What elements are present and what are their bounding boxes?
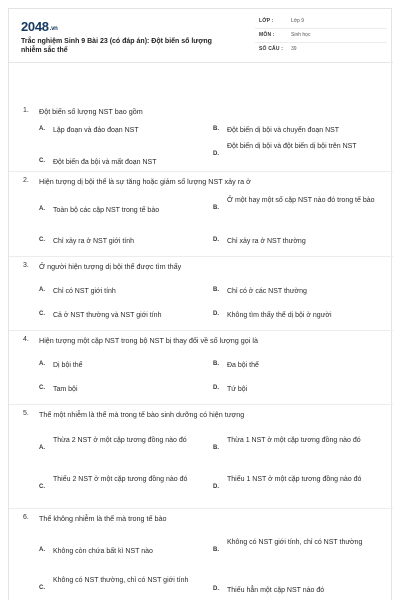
option-letter: D. xyxy=(213,586,219,592)
option-text: Chỉ có NST giới tính xyxy=(53,288,116,295)
option-text: Không có NST giới tính, chỉ có NST thường xyxy=(227,539,363,546)
meta-value: 39 xyxy=(291,46,297,52)
meta-row-count xyxy=(255,43,387,57)
document-title: Trắc nghiệm Sinh 9 Bài 23 (có đáp án): Đột biến số lượng nhiễm sắc thể xyxy=(21,38,212,54)
option-letter: C. xyxy=(39,585,45,591)
logo-main: 2048 xyxy=(21,19,49,34)
site-logo[interactable] xyxy=(21,19,58,34)
option-letter: B. xyxy=(213,547,219,553)
question-text: Thể một nhiễm là thể mà trong tế bào sinh dưỡng có hiện tượng xyxy=(39,410,245,419)
option-text: Thiếu 2 NST ở một cặp tương đồng nào đó xyxy=(53,476,188,483)
option-text: Đa bội thể xyxy=(227,362,259,369)
option-text: Thừa 1 NST ở một cặp tương đồng nào đó xyxy=(227,437,361,444)
meta-key: LỚP : xyxy=(259,18,274,24)
option-letter: A. xyxy=(39,547,45,553)
divider xyxy=(9,256,393,257)
meta-row-grade xyxy=(255,15,387,29)
question-text: Thể không nhiễm là thể mà trong tế bào xyxy=(39,514,167,523)
option-letter: B. xyxy=(213,205,219,211)
option-text: Ở một hay một số cặp NST nào đó trong tế bào xyxy=(227,197,375,204)
question-text: Hiện tượng một cặp NST trong bộ NST bị thay đổi về số lượng gọi là xyxy=(39,336,258,345)
question-number: 2. xyxy=(23,177,29,184)
option-text: Thừa 2 NST ở một cặp tương đồng nào đó xyxy=(53,437,187,444)
divider xyxy=(9,171,393,172)
option-text: Toàn bộ các cặp NST trong tế bào xyxy=(53,207,160,214)
option-text: Thiếu hẳn một cặp NST nào đó xyxy=(227,587,325,594)
question-number: 5. xyxy=(23,410,29,417)
option-letter: B. xyxy=(213,361,219,367)
option-text: Cả ở NST thường và NST giới tính xyxy=(53,312,162,319)
option-letter: D. xyxy=(213,484,219,490)
option-text: Thiếu 1 NST ở một cặp tương đồng nào đó xyxy=(227,476,362,483)
option-letter: D. xyxy=(213,151,219,157)
worksheet-header xyxy=(9,9,393,63)
option-text: Lặp đoạn và đảo đoạn NST xyxy=(53,127,139,134)
option-letter: B. xyxy=(213,287,219,293)
option-text: Tam bội xyxy=(53,386,78,393)
question-number: 1. xyxy=(23,107,29,114)
question-number: 4. xyxy=(23,336,29,343)
meta-key: MÔN : xyxy=(259,32,275,38)
option-letter: C. xyxy=(39,385,45,391)
option-text: Đột biến dị bội và đột biến dị bội trên NST xyxy=(227,143,357,150)
option-text: Đột biến đa bội và mất đoạn NST xyxy=(53,159,157,166)
meta-row-subject xyxy=(255,29,387,43)
option-letter: A. xyxy=(39,126,45,132)
logo-suffix: .vn xyxy=(49,26,58,32)
option-letter: A. xyxy=(39,287,45,293)
option-letter: C. xyxy=(39,158,45,164)
divider xyxy=(9,404,393,405)
option-text: Đột biến dị bội và chuyển đoạn NST xyxy=(227,127,340,134)
question-number: 6. xyxy=(23,514,29,521)
option-text: Không tìm thấy thể dị bội ở người xyxy=(227,312,332,319)
question-text: Hiện tượng dị bội thể là sự tăng hoặc giảm số lượng NST xảy ra ở xyxy=(39,177,251,186)
option-letter: C. xyxy=(39,237,45,243)
option-letter: D. xyxy=(213,385,219,391)
worksheet-page xyxy=(8,8,392,600)
meta-table xyxy=(255,15,387,57)
option-letter: A. xyxy=(39,361,45,367)
option-letter: C. xyxy=(39,484,45,490)
option-letter: A. xyxy=(39,206,45,212)
divider xyxy=(9,330,393,331)
question-number: 3. xyxy=(23,262,29,269)
option-text: Chỉ xảy ra ở NST giới tính xyxy=(53,238,135,245)
option-letter: D. xyxy=(213,237,219,243)
question-text: Ở người hiện tượng dị bội thể được tìm thấy xyxy=(39,262,182,271)
meta-key: SỐ CÂU : xyxy=(259,46,284,52)
option-text: Tứ bội xyxy=(227,386,248,393)
question-text: Đột biến số lượng NST bao gồm xyxy=(39,107,143,116)
option-text: Dị bội thể xyxy=(53,362,83,369)
option-letter: B. xyxy=(213,445,219,451)
option-text: Chỉ có ở các NST thường xyxy=(227,288,307,295)
option-text: Chỉ xảy ra ở NST thường xyxy=(227,238,306,245)
option-text: Không có NST thường, chỉ có NST giới tính xyxy=(53,577,189,584)
option-letter: A. xyxy=(39,445,45,451)
option-letter: B. xyxy=(213,126,219,132)
meta-value: Lớp 9 xyxy=(291,18,305,24)
meta-value: Sinh học xyxy=(291,32,311,38)
divider xyxy=(9,508,393,509)
option-text: Không còn chứa bất kì NST nào xyxy=(53,548,153,555)
option-letter: C. xyxy=(39,311,45,317)
option-letter: D. xyxy=(213,311,219,317)
